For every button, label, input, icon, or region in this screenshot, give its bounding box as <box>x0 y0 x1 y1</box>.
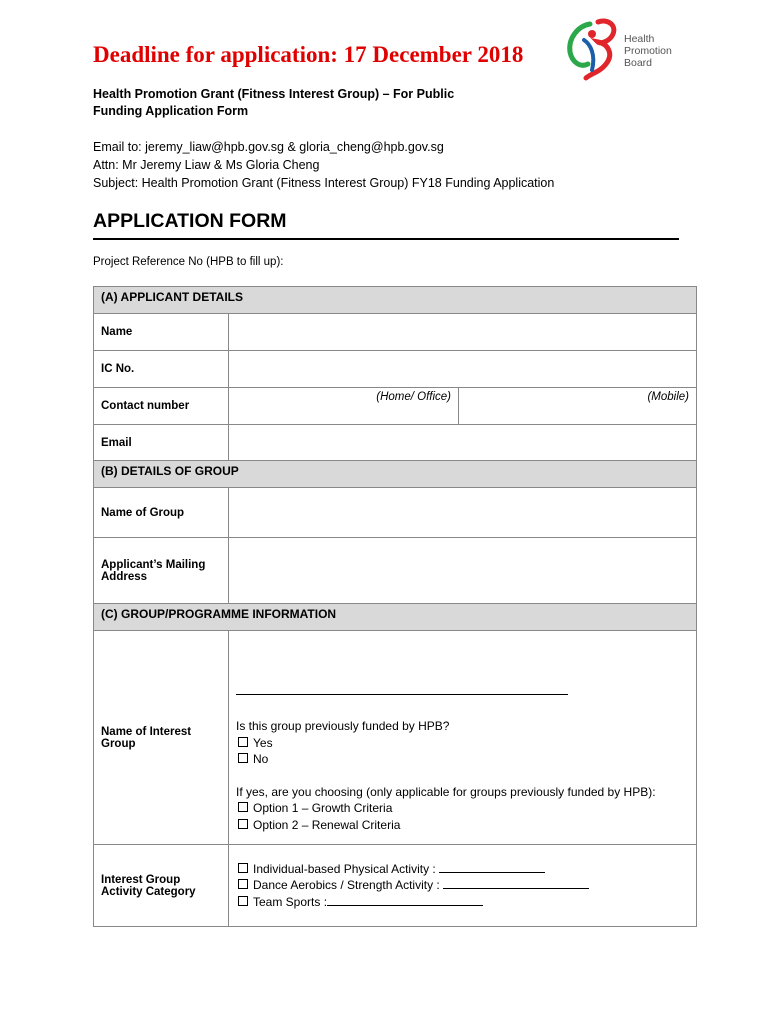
email-field[interactable] <box>229 425 697 461</box>
activity-category-label <box>94 845 229 927</box>
grant-title-line2: Funding Application Form <box>93 104 249 118</box>
yes-checkbox[interactable] <box>238 737 248 747</box>
attn-line: Attn: Mr Jeremy Liaw & Ms Gloria Cheng <box>93 158 320 172</box>
dance-label: Dance Aerobics / Strength Activity : <box>253 878 440 893</box>
activity-category-label-line2: Activity Category <box>101 885 196 898</box>
heading-divider <box>93 238 679 240</box>
mailing-address-field[interactable] <box>229 538 697 604</box>
option-yes[interactable] <box>236 735 689 752</box>
activity-category-cell <box>229 845 697 927</box>
ic-field[interactable] <box>229 351 697 388</box>
individual-label: Individual-based Physical Activity : <box>253 861 436 876</box>
ic-label: IC No. <box>94 351 229 388</box>
grant-title <box>93 86 513 120</box>
svg-text:Promotion: Promotion <box>624 45 672 57</box>
individual-checkbox[interactable] <box>238 863 248 873</box>
name-field[interactable] <box>229 314 697 351</box>
team-checkbox[interactable] <box>238 896 248 906</box>
grant-title-line1: Health Promotion Grant (Fitness Interest Group) – For Public <box>93 87 455 101</box>
option-1-checkbox[interactable] <box>238 802 248 812</box>
section-a-header: (A) APPLICANT DETAILS <box>94 287 697 314</box>
deadline-heading: Deadline for application: 17 December 2018 <box>93 42 524 67</box>
application-table <box>93 286 697 927</box>
home-office-field[interactable] <box>229 388 459 425</box>
option-1-label: Option 1 – Growth Criteria <box>253 801 393 815</box>
category-individual[interactable] <box>236 861 689 878</box>
svg-text:Health: Health <box>624 33 655 45</box>
individual-blank[interactable] <box>439 872 545 873</box>
application-form-heading: APPLICATION FORM <box>93 210 287 232</box>
dance-checkbox[interactable] <box>238 879 248 889</box>
yes-label: Yes <box>253 735 273 750</box>
funded-question: Is this group previously funded by HPB? <box>236 719 450 733</box>
mobile-caption: (Mobile) <box>647 391 690 403</box>
team-label: Team Sports : <box>253 894 328 909</box>
interest-group-cell <box>229 631 697 845</box>
mailing-label-line1: Applicant’s Mailing <box>101 558 206 571</box>
project-reference-label: Project Reference No (HPB to fill up): <box>93 256 284 268</box>
mobile-field[interactable] <box>459 388 697 425</box>
subject-line: Subject: Health Promotion Grant (Fitness Interest Group) FY18 Funding Application <box>93 176 555 190</box>
email-line: Email to: jeremy_liaw@hpb.gov.sg & gloria_cheng@hpb.gov.sg <box>93 140 444 154</box>
svg-text:Board: Board <box>624 57 653 69</box>
option-2-checkbox[interactable] <box>238 819 248 829</box>
option-2-label: Option 2 – Renewal Criteria <box>253 817 401 832</box>
choosing-question: If yes, are you choosing (only applicable for groups previously funded by HPB): <box>236 784 656 799</box>
interest-group-label-line2: Group <box>101 737 136 750</box>
home-office-caption: (Home/ Office) <box>376 391 451 403</box>
contact-block <box>93 138 554 192</box>
email-label: Email <box>94 425 229 461</box>
hpb-logo <box>562 14 694 88</box>
interest-group-label <box>94 631 229 845</box>
no-checkbox[interactable] <box>238 753 248 763</box>
dance-blank[interactable] <box>443 888 589 889</box>
no-label: No <box>253 752 269 766</box>
mailing-label-line2: Address <box>101 570 148 583</box>
group-name-label: Name of Group <box>94 488 229 538</box>
option-2[interactable] <box>236 817 689 834</box>
interest-group-label-line1: Name of Interest <box>101 725 192 738</box>
option-1[interactable] <box>236 800 689 817</box>
team-blank[interactable] <box>327 905 483 906</box>
interest-group-name-line[interactable] <box>236 693 568 695</box>
contact-label: Contact number <box>94 388 229 425</box>
section-c-header: (C) GROUP/PROGRAMME INFORMATION <box>94 604 697 631</box>
option-no[interactable] <box>236 751 689 768</box>
category-team[interactable] <box>236 894 689 911</box>
group-name-field[interactable] <box>229 488 697 538</box>
mailing-address-label <box>94 538 229 604</box>
name-label: Name <box>94 314 229 351</box>
category-dance[interactable] <box>236 877 689 894</box>
section-b-header: (B) DETAILS OF GROUP <box>94 461 697 488</box>
activity-category-label-line1: Interest Group <box>101 873 181 886</box>
